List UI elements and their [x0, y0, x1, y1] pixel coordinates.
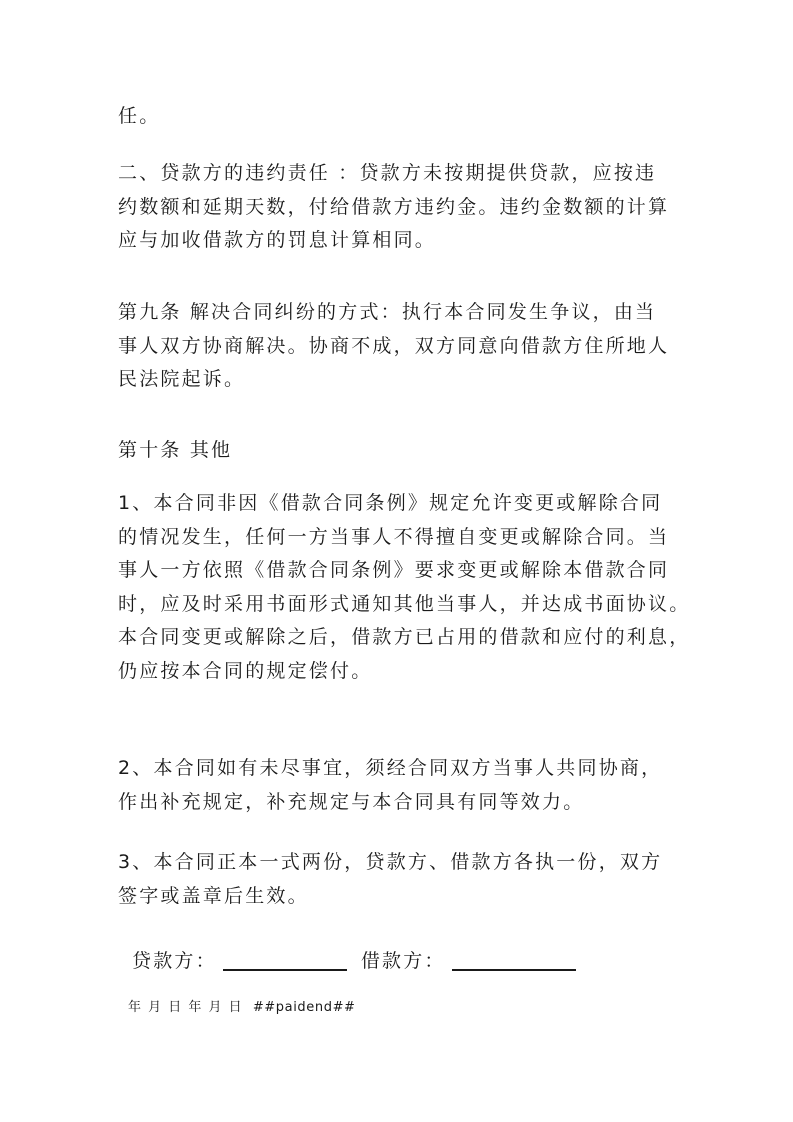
- borrower-signature-label: 借款方：: [360, 950, 446, 972]
- text-line: 本合同变更或解除之后，借款方已占用的借款和应付的利息，: [118, 626, 691, 648]
- text-line: 应与加收借款方的罚息计算相同。: [118, 229, 437, 251]
- lender-signature-blank: [223, 947, 347, 971]
- signature-line: [132, 946, 576, 976]
- text-line: 第十条 其他: [118, 439, 233, 461]
- text-line: 3、本合同正本一式两份，贷款方、借款方各执一份，双方: [118, 851, 663, 873]
- text-line: 二、贷款方的违约责任 ：贷款方未按期提供贷款，应按违: [118, 162, 657, 184]
- article-9-dispute-resolution: [118, 296, 678, 397]
- fragment-end-paragraph: [118, 100, 678, 134]
- text-line: 作出补充规定，补充规定与本合同具有同等效力。: [118, 790, 585, 813]
- text-line: 签字或盖章后生效。: [118, 884, 309, 907]
- text-line: 约数额和延期天数，付给借款方违约金。违约金数额的计算: [118, 195, 670, 218]
- text-line: 任。: [118, 105, 161, 127]
- article-10-title: [118, 434, 678, 468]
- text-line: 事人一方依照《借款合同条例》要求变更或解除本借款合同: [118, 559, 670, 581]
- text-line: 事人双方协商解决。协商不成，双方同意向借款方住所地人: [118, 334, 670, 357]
- item-1-paragraph: [118, 487, 691, 688]
- text-line: 时，应及时采用书面形式通知其他当事人，并达成书面协议。: [118, 592, 691, 615]
- borrower-signature-blank: [452, 947, 576, 971]
- text-line: 1、本合同非因《借款合同条例》规定允许变更或解除合同: [118, 492, 663, 514]
- text-line: 2、本合同如有未尽事宜，须经合同双方当事人共同协商，: [118, 757, 663, 779]
- text-line: 第九条 解决合同纠纷的方式：执行本合同发生争议，由当: [118, 301, 657, 323]
- date-line: [128, 996, 356, 1015]
- text-line: 仍应按本合同的规定偿付。: [118, 659, 373, 682]
- text-line: 民法院起诉。: [118, 368, 246, 390]
- lender-signature-label: 贷款方：: [132, 950, 217, 972]
- item-2-paragraph: [118, 752, 678, 819]
- item-3-paragraph: [118, 846, 678, 913]
- date-text: 年 月 日 年 月 日: [128, 1000, 244, 1015]
- text-line: 的情况发生，任何一方当事人不得擅自变更或解除合同。当: [118, 525, 670, 548]
- lender-breach-clause: [118, 157, 678, 258]
- paid-end-marker: ##paidend##: [252, 1000, 356, 1015]
